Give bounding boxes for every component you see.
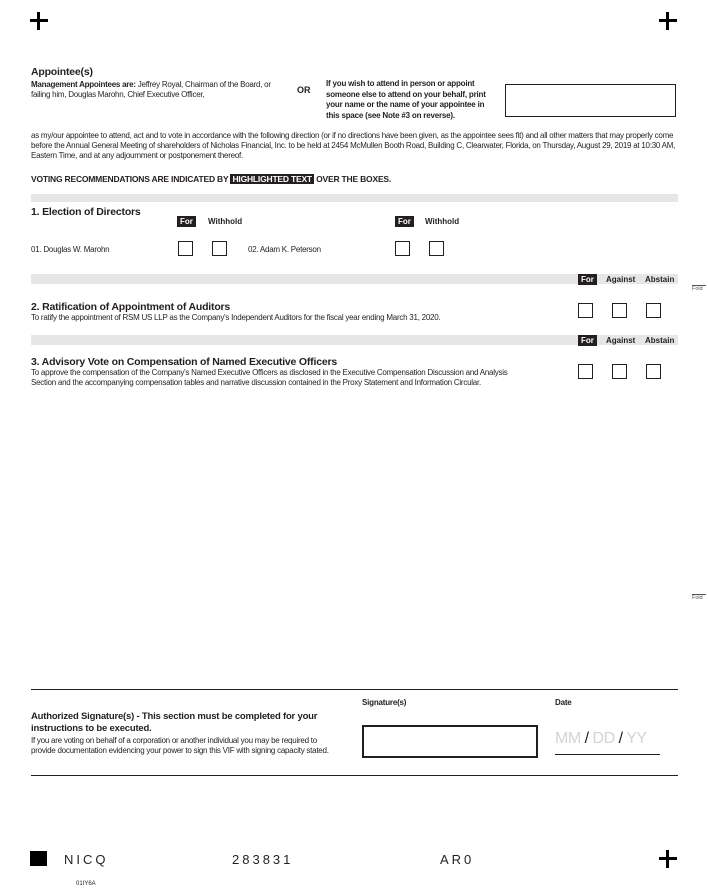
date-yy-placeholder: YY bbox=[626, 730, 647, 747]
signature-bottom-rule bbox=[31, 775, 678, 776]
appointee-name-input[interactable] bbox=[505, 84, 676, 117]
res2-heading: 2. Ratification of Appointment of Auditors bbox=[31, 301, 231, 313]
res3-abstain-checkbox[interactable] bbox=[646, 364, 661, 379]
date-dd-placeholder: DD bbox=[592, 730, 615, 747]
management-appointees-label: Management Appointees are: bbox=[31, 80, 136, 89]
election-for-header-2: For bbox=[395, 216, 414, 227]
date-label: Date bbox=[555, 698, 572, 707]
signature-label: Signature(s) bbox=[362, 698, 407, 707]
res2-text: To ratify the appointment of RSM US LLP as the Company's Independent Auditors for the fiscal year ending March 31, 2020. bbox=[31, 313, 441, 322]
footer-code-nicq: NICQ bbox=[64, 852, 109, 867]
recommendations-suffix: OVER THE BOXES. bbox=[316, 174, 392, 184]
nominee-1-for-checkbox[interactable] bbox=[178, 241, 193, 256]
voting-recommendations bbox=[31, 174, 391, 184]
nominee-1-withhold-checkbox[interactable] bbox=[212, 241, 227, 256]
appointee-heading: Appointee(s) bbox=[31, 66, 93, 78]
or-label: OR bbox=[297, 85, 311, 95]
registration-mark-top-left bbox=[30, 12, 48, 30]
footer-small-code: 01IY6A bbox=[76, 881, 96, 887]
res2-against-checkbox[interactable] bbox=[612, 303, 627, 318]
authorized-signature-heading: Authorized Signature(s) - This section must be completed for your instructions to be executed. bbox=[31, 711, 318, 734]
res3-against-header: Against bbox=[606, 336, 636, 345]
res3-against-checkbox[interactable] bbox=[612, 364, 627, 379]
fold-mark-2: Fold bbox=[692, 594, 706, 602]
res3-for-header: For bbox=[578, 335, 597, 346]
appointee-body-text: as my/our appointee to attend, act and to vote in accordance with the following direction (or if no directions have been given, as the appointee sees fit) and all other matters that may properly come before the Annual General Meeting of shareholders of Nicholas Financial, Inc. to be held at 2454 McMullen Booth Road, Building C, Clearwater, Florida, on Thursday, August 29, 2019 at 10:30 AM, Eastern Time, and at any adjournment or postponement thereof. bbox=[31, 131, 676, 160]
nominee-2-label: 02. Adam K. Peterson bbox=[248, 245, 321, 254]
res3-heading: 3. Advisory Vote on Compensation of Named Executive Officers bbox=[31, 356, 337, 368]
fold-mark-1: Fold bbox=[692, 285, 706, 293]
election-heading: 1. Election of Directors bbox=[31, 206, 141, 218]
footer-code-ar0: AR0 bbox=[440, 852, 475, 867]
date-separator-1: / bbox=[584, 730, 589, 747]
date-mm-placeholder: MM bbox=[555, 730, 581, 747]
footer-code-number: 283831 bbox=[232, 852, 294, 867]
signature-top-rule bbox=[31, 689, 678, 690]
management-appointees-text: Jeffrey Royal, Chairman of the Board, or failing him, Douglas Marohn, Chief Executive Officer, bbox=[31, 80, 271, 99]
res3-text: To approve the compensation of the Company's Named Executive Officers as disclosed in the Executive Compensation Discussion and Analysis Section and the accompanying compensation tables and narrative discussion contained in the Proxy Statement and Information Circular. bbox=[31, 368, 508, 387]
date-input[interactable] bbox=[555, 730, 660, 755]
management-appointees bbox=[31, 80, 286, 100]
date-separator-2: / bbox=[618, 730, 623, 747]
election-for-header-1: For bbox=[177, 216, 196, 227]
authorized-signature-note: If you are voting on behalf of a corporation or another individual you may be required to provide documentation evidencing your power to sign this VIF with signing capacity stated. bbox=[31, 736, 329, 755]
res2-abstain-checkbox[interactable] bbox=[646, 303, 661, 318]
res2-against-header: Against bbox=[606, 275, 636, 284]
nominee-2-for-checkbox[interactable] bbox=[395, 241, 410, 256]
nominee-2-withhold-checkbox[interactable] bbox=[429, 241, 444, 256]
appointee-instruction: If you wish to attend in person or appoint someone else to attend on your behalf, print your name or the name of your appointee in this space (see Note #3 on reverse). bbox=[326, 79, 486, 120]
footer-black-square bbox=[30, 851, 47, 866]
registration-mark-top-right bbox=[659, 12, 677, 30]
highlighted-text-sample: HIGHLIGHTED TEXT bbox=[232, 174, 312, 184]
res2-for-header: For bbox=[578, 274, 597, 285]
election-withhold-header-1: Withhold bbox=[208, 217, 243, 226]
election-withhold-header-2: Withhold bbox=[425, 217, 460, 226]
recommendations-prefix: VOTING RECOMMENDATIONS ARE INDICATED BY bbox=[31, 174, 229, 184]
signature-input[interactable] bbox=[362, 725, 538, 758]
res3-abstain-header: Abstain bbox=[645, 336, 675, 345]
res2-abstain-header: Abstain bbox=[645, 275, 675, 284]
section-divider-1 bbox=[31, 194, 678, 202]
res2-for-checkbox[interactable] bbox=[578, 303, 593, 318]
nominee-1-label: 01. Douglas W. Marohn bbox=[31, 245, 110, 254]
res3-for-checkbox[interactable] bbox=[578, 364, 593, 379]
registration-mark-bottom-right bbox=[659, 850, 677, 868]
